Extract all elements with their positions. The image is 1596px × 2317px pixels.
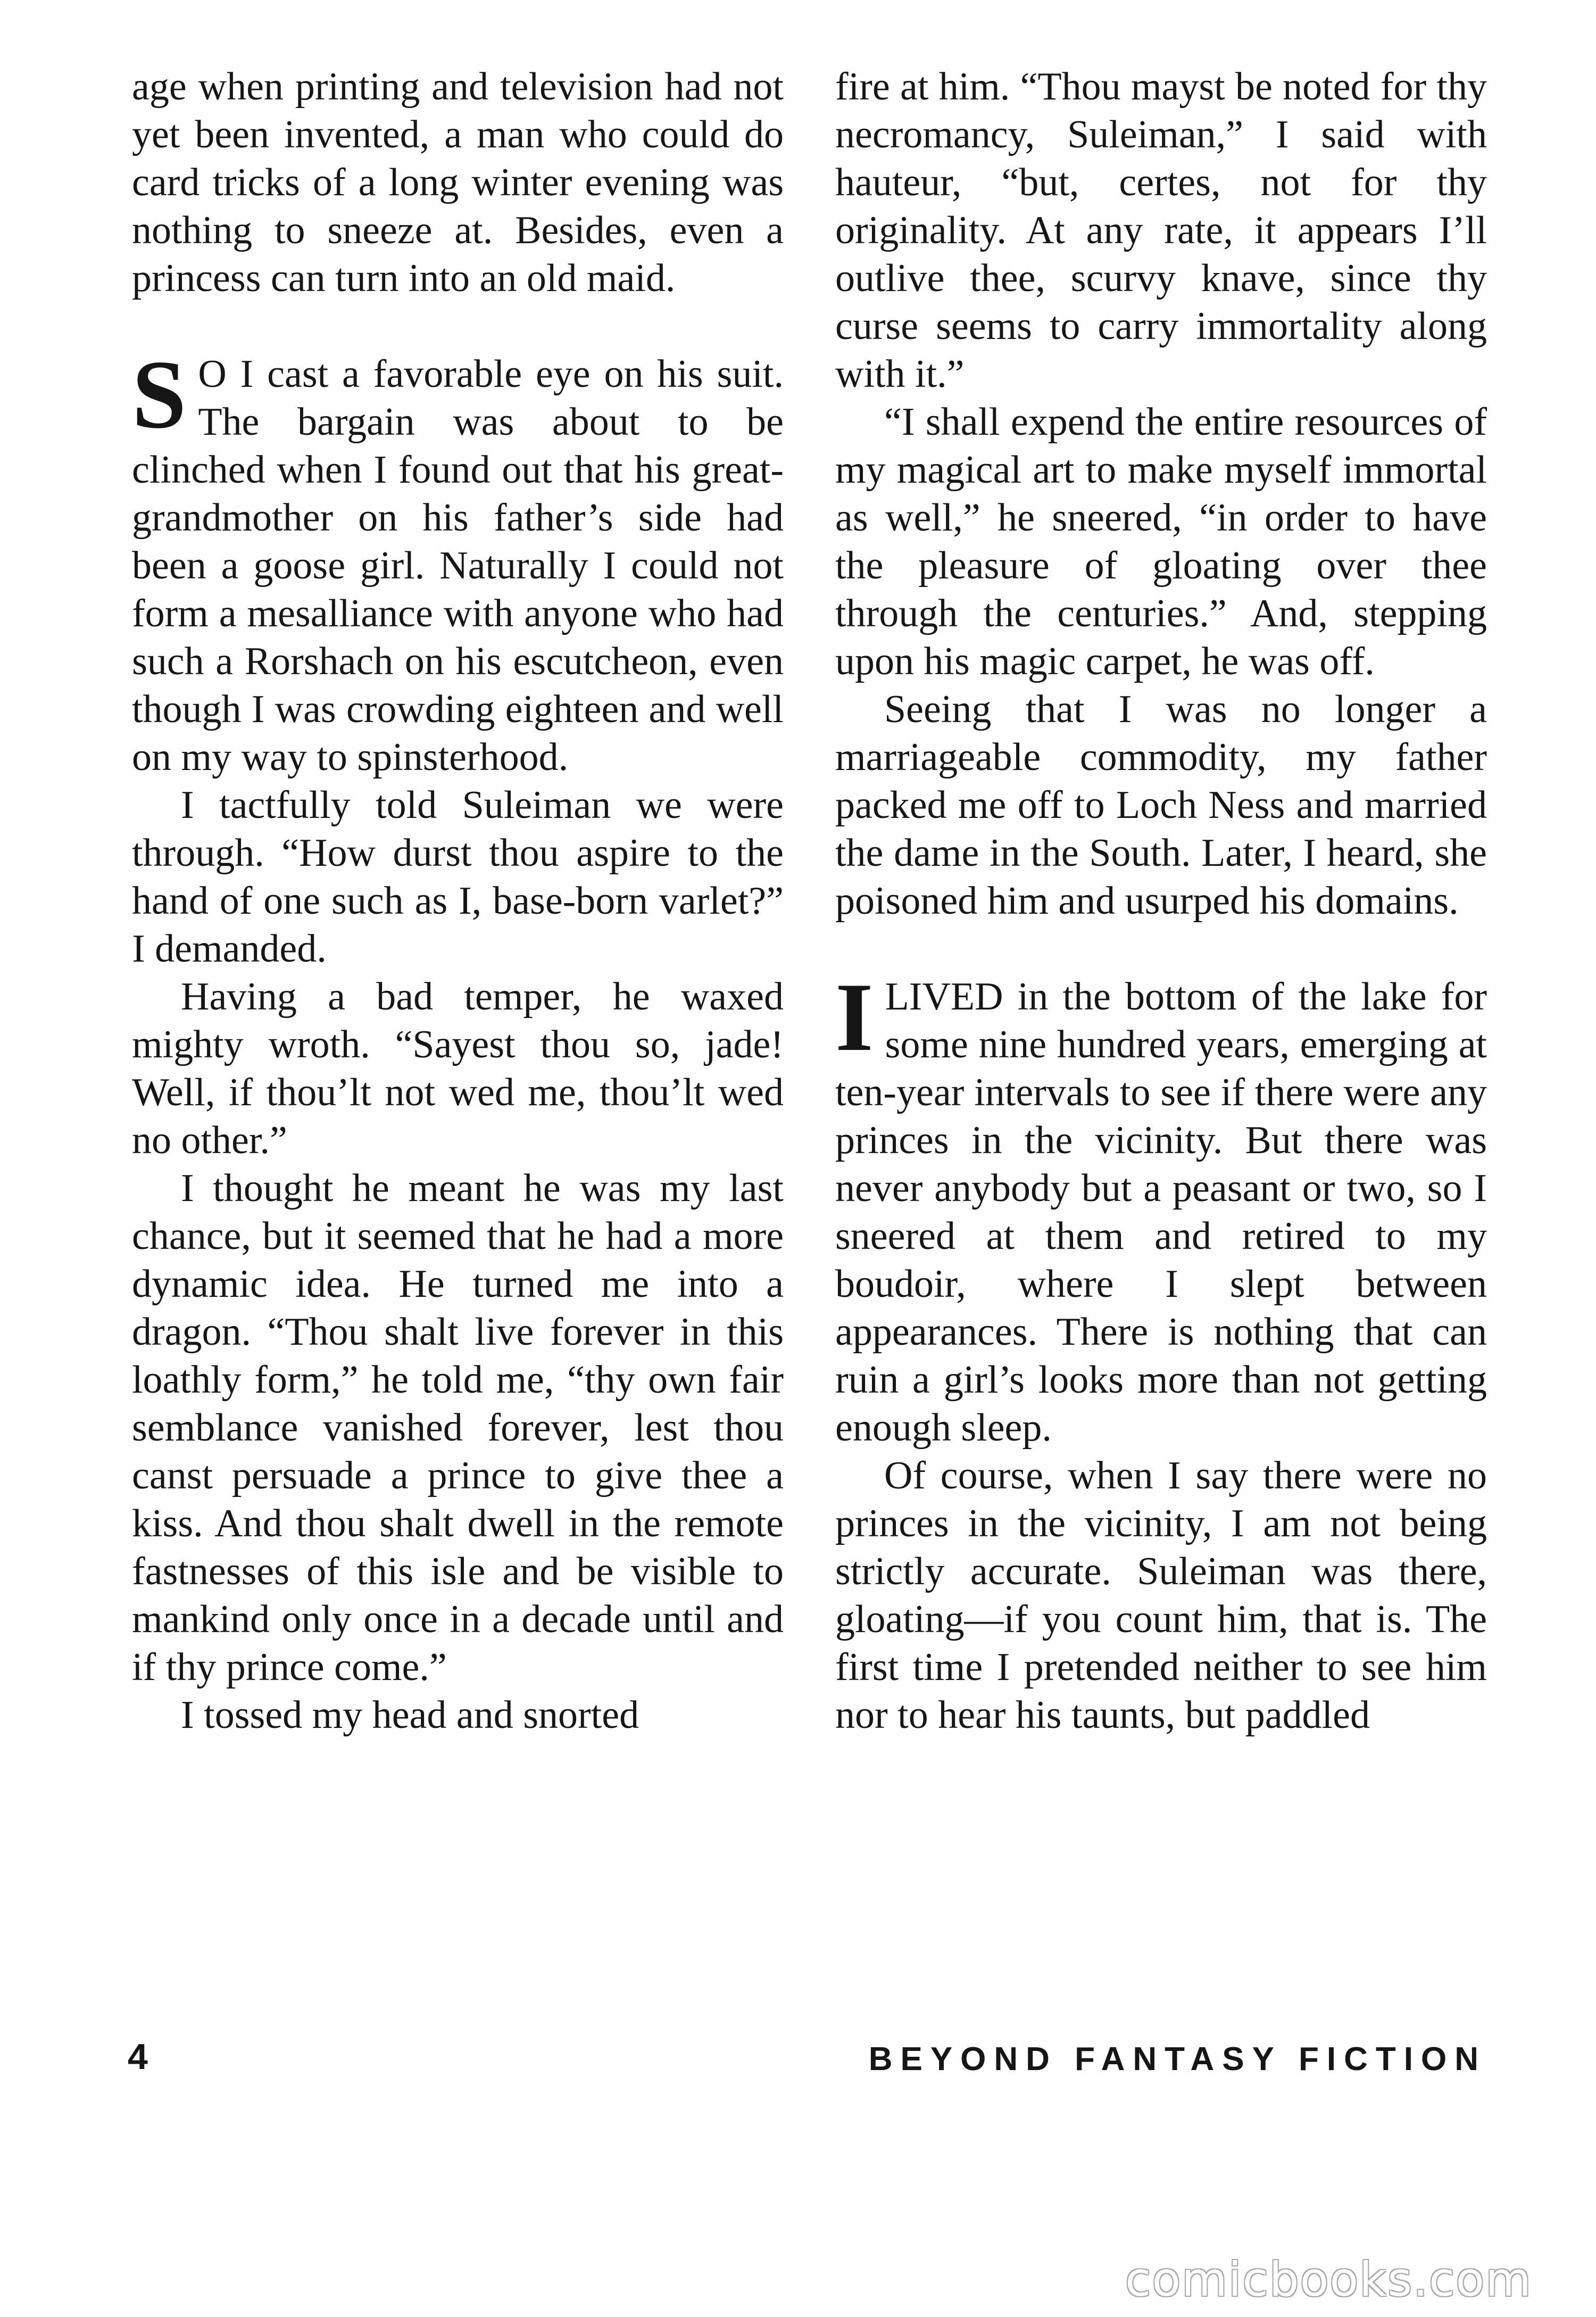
right-column	[835, 63, 1487, 1739]
watermark: comicbooks.com	[1125, 2252, 1532, 2307]
paragraph: Seeing that I was no longer a marriageable commodity, my father packed me off to Loch Ness and married the dame in the South. Later, I heard, she poisoned him and usurped his domains.	[835, 688, 1487, 923]
paragraph: I thought he meant he was my last chance, but it seemed that he had a more dynamic idea. He turned me into a dragon. “Thou shalt live forever in this loathly form,” he told me, “thy own fair semblance vanished forever, lest thou canst persuade a prince to give thee a kiss. And thou shalt dwell in the remote fastnesses of this isle and be visible to mankind only once in a decade until and if thy prince come.”	[132, 1166, 784, 1689]
running-footer-title: BEYOND FANTASY FICTION	[868, 2041, 1486, 2078]
paragraph: I tactfully told Suleiman we were through. “How durst thou aspire to the hand of one such as I, base-born varlet?” I demanded.	[132, 783, 784, 971]
paragraph: Having a bad temper, he waxed mighty wroth. “Sayest thou so, jade! Well, if thou’lt not wed me, thou’lt wed no other.”	[132, 975, 784, 1162]
drop-cap: S	[132, 340, 187, 449]
paragraph-text: O I cast a favorable eye on his suit. The bargain was about to be clinched when I found out that his great-grandmother on his father’s side had been a goose girl. Naturally I could not form a mesalliance with anyone who had such a Rorshach on his escutcheon, even though I was crowding eighteen and well on my way to spinsterhood.	[132, 352, 784, 779]
paragraph: age when printing and television had not yet been invented, a man who could do card tricks of a long winter evening was nothing to sneeze at. Besides, even a princess can turn into an old maid.	[132, 65, 784, 300]
paragraph: Of course, when I say there were no princes in the vicinity, I am not being strictly accurate. Suleiman was there, gloating—if you count him, that is. The first time I pretended neither to see him nor to hear his taunts, but paddled	[835, 1454, 1487, 1737]
page-number: 4	[128, 2037, 148, 2077]
drop-cap: I	[835, 963, 874, 1071]
paragraph-with-dropcap	[132, 340, 784, 781]
paragraph-text: LIVED in the bottom of the lake for some nine hundred years, emerging at ten-year intervals to see if there were any princes in the vicinity. But there was never anybody but a peasant or two, so I sneered at them and retired to my boudoir, where I slept between appearances. There is nothing that can ruin a girl’s looks more than not getting enough sleep.	[835, 975, 1487, 1450]
paragraph: fire at him. “Thou mayst be noted for thy necromancy, Suleiman,” I said with hauteur, “but, certes, not for thy originality. At any rate, it appears I’ll outlive thee, scurvy knave, since thy curse seems to carry immortality along with it.”	[835, 65, 1487, 396]
paragraph-with-dropcap	[835, 963, 1487, 1452]
paragraph: “I shall expend the entire resources of my magical art to make myself immortal as well,” he sneered, “in order to have the pleasure of gloating over thee through the centuries.” And, stepping upon his magic carpet, he was off.	[835, 400, 1487, 683]
left-column	[132, 63, 784, 1739]
paragraph: I tossed my head and snorted	[181, 1693, 639, 1737]
